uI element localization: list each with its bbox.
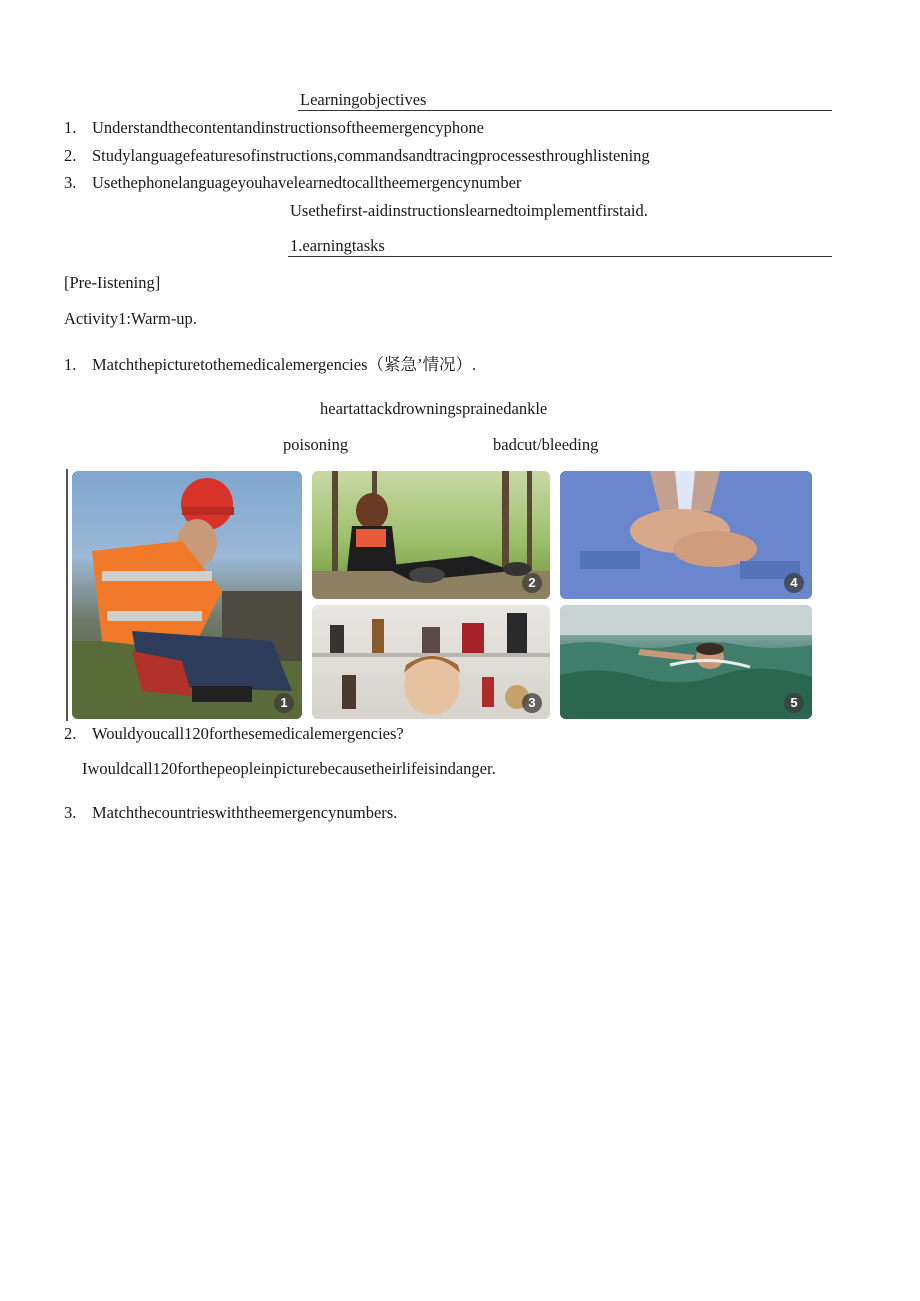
objective-number: 1. xyxy=(64,118,77,137)
activity-heading: Activity1:Warm-up. xyxy=(64,309,197,328)
tasks-title-underline xyxy=(288,256,832,257)
objective-number: 3. xyxy=(64,173,77,192)
objective-text: Usethephonelanguageyouhavelearnedtocalltheemergencynumber xyxy=(92,173,522,192)
objective-number: 2. xyxy=(64,146,77,165)
question-text: Matchthepicturetothemedicalemergencies（紧急’情况）. xyxy=(92,355,477,374)
photo-number-badge: 5 xyxy=(784,693,804,713)
question-1 xyxy=(64,351,476,375)
objective-extra: Usethefirst-aidinstructionslearnedtoimplementfirstaid. xyxy=(290,201,648,220)
objective-item-2 xyxy=(64,146,650,166)
emergency-photo-collage xyxy=(68,469,812,721)
objective-item-3 xyxy=(64,173,521,193)
question-2-answer: Iwouldcall120forthepeopleinpicturebecausetheirlifeisindanger. xyxy=(82,759,496,778)
poisoning-illustration xyxy=(312,605,550,719)
photo-bleeding xyxy=(72,471,302,719)
question-number: 1. xyxy=(64,355,77,374)
photo-sprained-ankle xyxy=(312,471,550,599)
objective-text: Understandthecontentandinstructionsoftheemergencyphone xyxy=(92,118,484,137)
word-bank-row-1: heartattackdrowningsprainedankle xyxy=(320,399,548,418)
photo-poisoning xyxy=(312,605,550,719)
photo-heart-attack xyxy=(560,471,812,599)
drowning-illustration xyxy=(560,605,812,719)
sprain-illustration xyxy=(312,471,550,599)
heart-attack-illustration xyxy=(560,471,812,599)
objectives-title-underline xyxy=(298,110,832,111)
word-bank-poisoning: poisoning xyxy=(283,435,349,454)
question-text: Matchthecountrieswiththeemergencynumbers. xyxy=(92,803,398,822)
question-number: 3. xyxy=(64,803,77,822)
question-number: 2. xyxy=(64,724,77,743)
photo-number-badge: 3 xyxy=(522,693,542,713)
question-text: Wouldyoucall120forthesemedicalemergencies? xyxy=(92,724,404,743)
question-2 xyxy=(64,724,404,744)
pre-listening-heading: [Pre-Iistening] xyxy=(64,273,161,292)
bleeding-illustration xyxy=(72,471,302,719)
photo-drowning xyxy=(560,605,812,719)
objectives-title: Learningobjectives xyxy=(300,90,427,109)
question-3 xyxy=(64,803,397,823)
word-bank-bleeding: badcut/bleeding xyxy=(493,435,599,454)
objective-item-1 xyxy=(64,118,484,138)
photo-number-badge: 4 xyxy=(784,573,804,593)
tasks-title: 1.earningtasks xyxy=(290,236,385,255)
objective-text: Studylanguagefeaturesofinstructions,commandsandtracingprocessesthroughlistening xyxy=(92,146,650,165)
photo-number-badge: 2 xyxy=(522,573,542,593)
photo-number-badge: 1 xyxy=(274,693,294,713)
